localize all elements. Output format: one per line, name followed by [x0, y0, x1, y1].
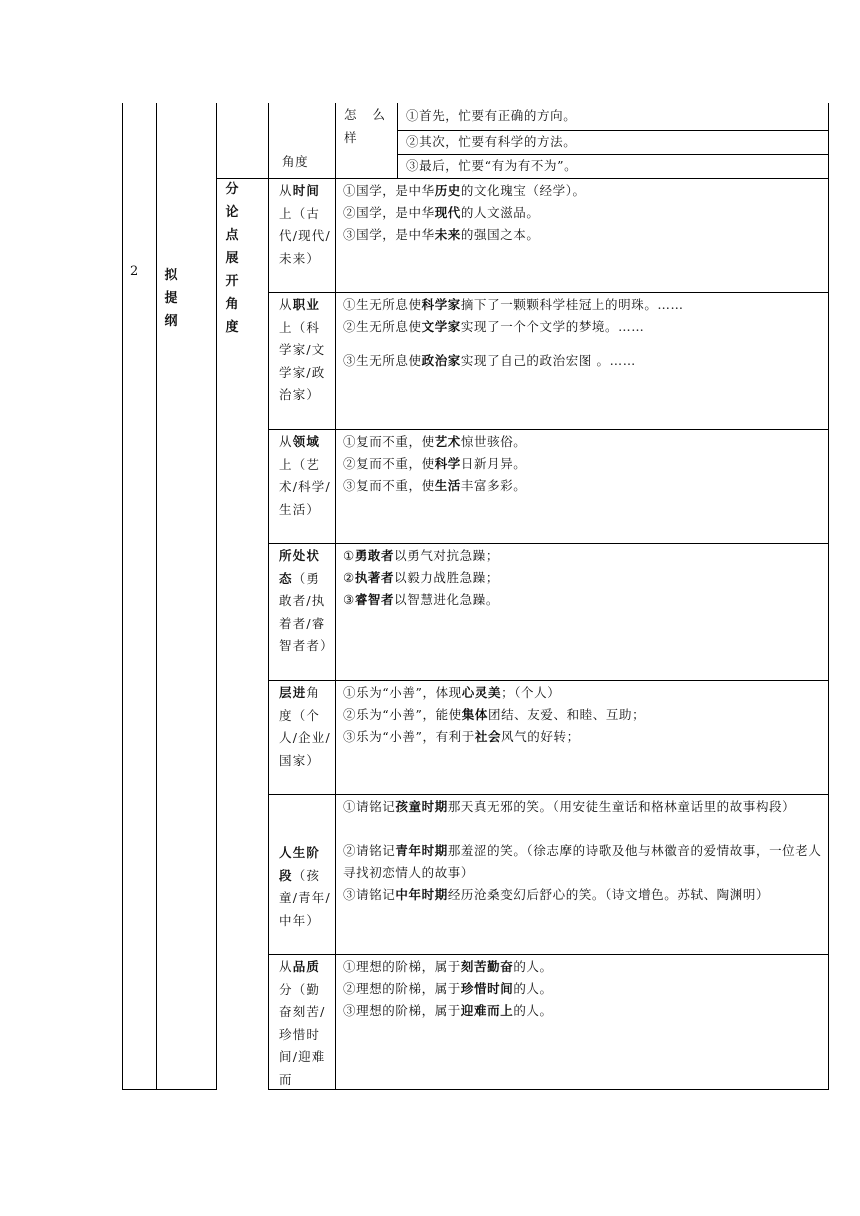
point-item: ②乐为“小善”，能使集体团结、友爱、和睦、互助； — [343, 707, 646, 722]
table-border — [268, 794, 828, 795]
table-border — [216, 103, 217, 1089]
table-border — [828, 103, 829, 1089]
top-item: ③最后，忙要“有为有不为”。 — [406, 158, 578, 173]
top-item: ①首先，忙要有正确的方向。 — [406, 108, 577, 123]
top-item: ②其次，忙要有科学的方法。 — [406, 134, 577, 149]
point-item: ③乐为“小善”，有利于社会风气的好转； — [343, 729, 580, 744]
angle-cell: 从职业上（科学家/文学家/政治家） — [279, 297, 326, 402]
point-item: ②理想的阶梯，属于珍惜时间的人。 — [343, 981, 553, 996]
point-item: ③复而不重，使生活丰富多彩。 — [343, 478, 527, 493]
point-item: ①国学，是中华历史的文化瑰宝（经学）。 — [343, 183, 586, 198]
point-item: ③生无所息使政治家实现了自己的政治宏图 。…… — [343, 353, 636, 368]
how-label: 怎 么 样 — [344, 107, 391, 145]
point-item: ②执著者以毅力战胜急躁； — [343, 570, 499, 585]
angle-cell: 所处状态（勇敢者/执着者/睿智者者） — [279, 548, 334, 653]
table-border — [268, 543, 828, 544]
table-border — [268, 1089, 829, 1090]
angle-cell: 从领域上（艺术/科学/生活） — [279, 434, 331, 517]
table-border — [397, 103, 398, 178]
table-border — [216, 178, 828, 179]
table-border — [268, 954, 828, 955]
subsection-label: 分论点展开角度 — [225, 182, 239, 335]
point-item: ③请铭记中年时期经历沧桑变幻后舒心的笑。（诗文增色。苏轼、陶渊明） — [343, 887, 770, 902]
angle-cell: 从时间上（古代/现代/未来） — [279, 183, 331, 266]
table-border — [268, 680, 828, 681]
angle-cell: 从品质分（勤奋刻苦/珍惜时间/迎难而 — [279, 959, 326, 1087]
table-border — [122, 1089, 217, 1090]
point-item: ②生无所息使文学家实现了一个个文学的梦境。…… — [343, 319, 645, 334]
row-number: 2 — [130, 264, 139, 279]
angle-tail: 角度 — [282, 154, 309, 169]
point-item: ②国学，是中华现代的人文滋品。 — [343, 205, 540, 220]
angle-cell: 层进角度（个人/企业/国家） — [279, 685, 331, 768]
point-item: ①勇敢者以勇气对抗急躁； — [343, 548, 499, 563]
table-border — [268, 429, 828, 430]
point-item: ②请铭记青年时期那羞涩的笑。（徐志摩的诗歌及他与林徽音的爱情故事，一位老人寻找初恋情人的故事） — [343, 843, 822, 880]
point-item: ③睿智者以智慧进化急躁。 — [343, 592, 499, 607]
table-border — [156, 103, 157, 1089]
point-item: ①请铭记孩童时期那天真无邪的笑。（用安徒生童话和格林童话里的故事构段） — [343, 799, 796, 814]
table-border — [335, 103, 336, 1089]
point-item: ③国学，是中华未来的强国之本。 — [343, 227, 540, 242]
point-item: ①复而不重，使艺术惊世骇俗。 — [343, 434, 527, 449]
section-label: 拟提纲 — [164, 268, 178, 329]
angle-cell: 人生阶段（孩童/青年/中年） — [279, 845, 331, 928]
table-border — [268, 292, 828, 293]
point-item: ③理想的阶梯，属于迎难而上的人。 — [343, 1003, 553, 1018]
point-item: ①生无所息使科学家摘下了一颗颗科学桂冠上的明珠。…… — [343, 297, 684, 312]
point-item: ①乐为“小善”，体现心灵美；（个人） — [343, 685, 561, 700]
point-item: ①理想的阶梯，属于刻苦勤奋的人。 — [343, 959, 553, 974]
point-item: ②复而不重，使科学日新月异。 — [343, 456, 527, 471]
table-border — [122, 103, 123, 1089]
table-border — [268, 103, 269, 1089]
